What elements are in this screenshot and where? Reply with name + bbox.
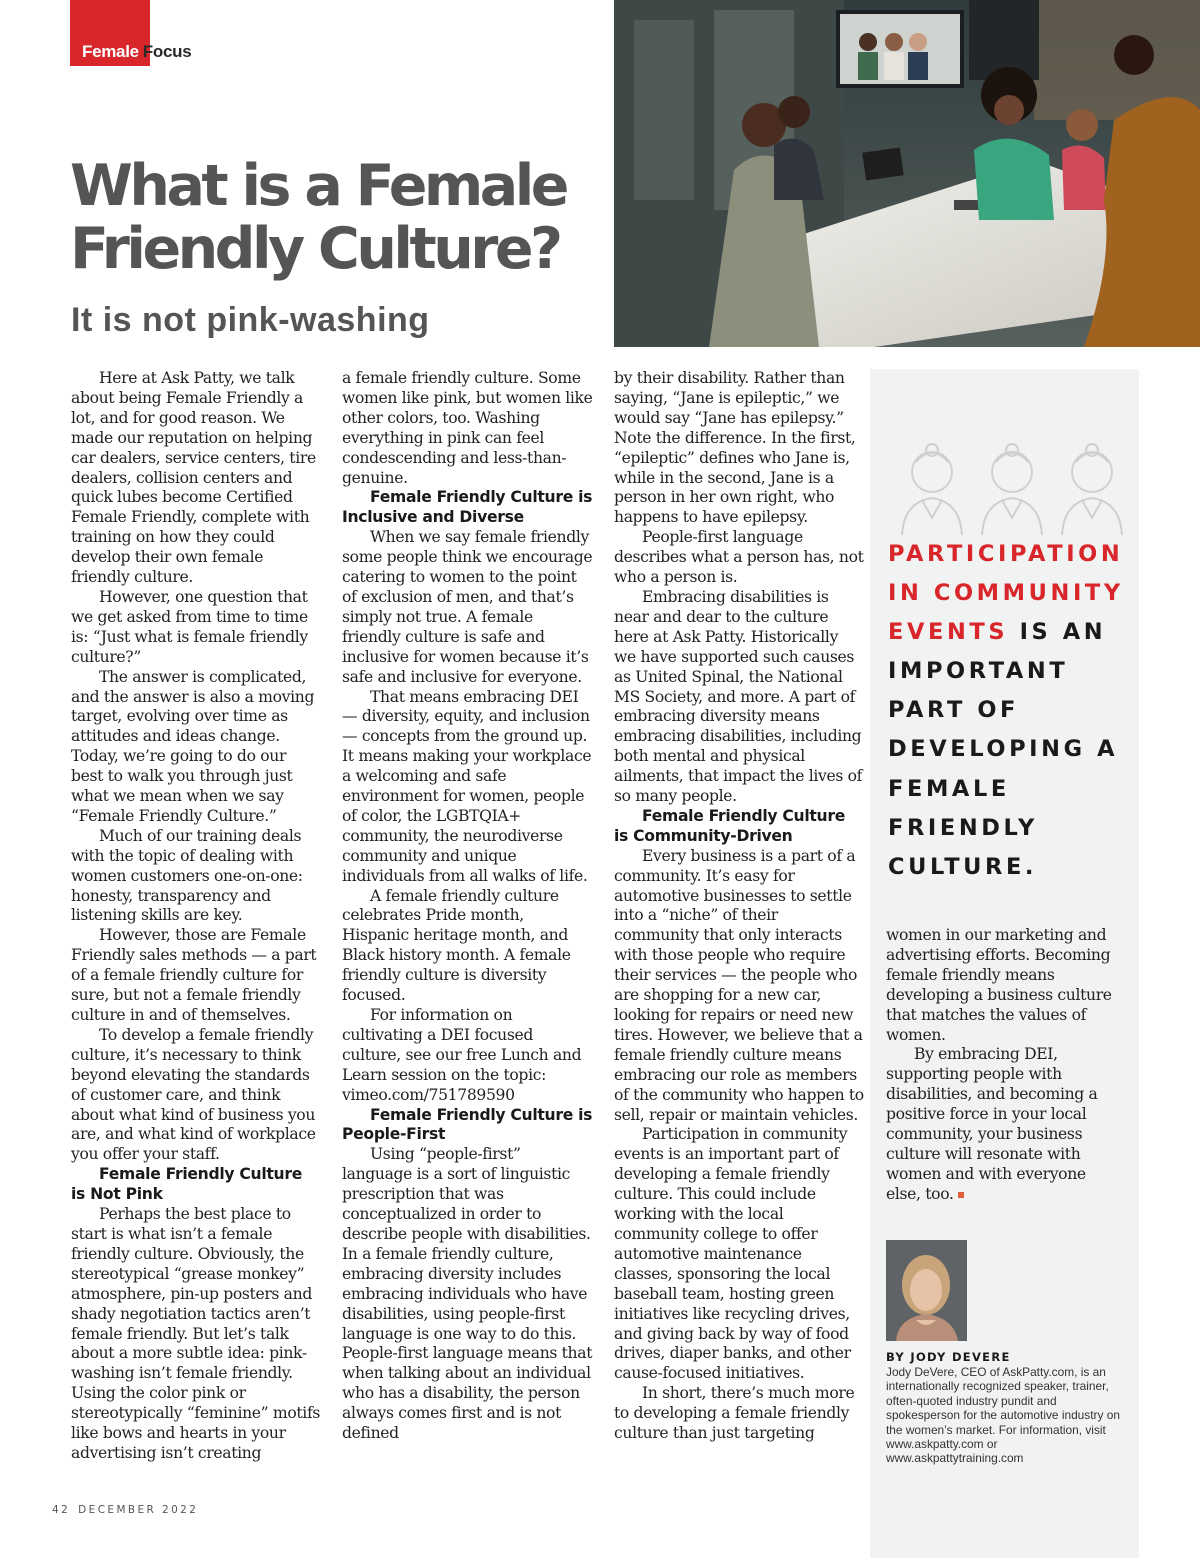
paragraph xyxy=(886,1045,1118,1204)
subheading-community-driven: Female Friendly Culture is Community-Driven xyxy=(614,806,845,845)
paragraph: Embracing disabilities is near and dear to the culture here at Ask Patty. Historically we have supported such causes as United Spinal, the National MS Society, and more. A part of embracing diversity means embracing disabilities, including both mental and physical ailments, that impact the lives of so many people. xyxy=(614,587,863,806)
paragraph: For information on cultivating a DEI focused culture, see our free Lunch and Learn session on the topic: vimeo.com/751789590 xyxy=(342,1006,582,1104)
paragraph: Every business is a part of a community. It’s easy for automotive businesses to settle into a “niche” of their community that only interacts with those people who require their services — the people who are shopping for a new car, looking for repairs or need new tires. However, we believe that a female friendly culture means embracing our role as members of the community who happen to sell, repair or maintain vehicles. xyxy=(614,846,864,1124)
paragraph: However, one question that we get asked from time to time is: “Just what is female friendly culture?” xyxy=(71,587,308,666)
paragraph: The answer is complicated, and the answer is also a moving target, evolving over time as attitudes and ideas change. Today, we’re going to do our best to walk you through just what we mean when we say “Female Friendly Culture.” xyxy=(71,667,315,825)
article-column-3 xyxy=(614,369,864,1444)
subheading-not-pink: Female Friendly Culture is Not Pink xyxy=(71,1165,302,1204)
pull-quote-highlight: PARTICIPATION IN COMMUNITY EVENTS xyxy=(888,541,1124,646)
article-subhead: It is not pink-washing xyxy=(71,301,430,339)
subheading-people-first: Female Friendly Culture is People-First xyxy=(342,1105,593,1144)
paragraph: by their disability. Rather than saying, “Jane is epileptic,” we would say “Jane has epilepsy.” Note the difference. In the first, “epileptic” defines who Jane is, while in the second, Jane is a person in her own right, who happens to have epilepsy. xyxy=(614,369,856,527)
page-number: 42 xyxy=(52,1504,71,1516)
paragraph: When we say female friendly some people think we encourage catering to women to the point of exclusion of men, and that’s simply not true. A female friendly culture is safe and inclusive for women because it’s safe and inclusive for everyone. xyxy=(342,528,593,686)
paragraph: Much of our training deals with the topic of dealing with women customers one-on-one: honesty, transparency and listening skills are key. xyxy=(71,826,303,925)
paragraph: In short, there’s much more to developing a female friendly culture than just targeting xyxy=(614,1384,855,1443)
page-folio xyxy=(52,1504,198,1516)
paragraph: Using “people-first” language is a sort of linguistic prescription that was conceptualized in order to describe people with disabilities. In a female friendly culture, embracing diversity includes embracing individuals who have disabilities, using people-first language is one way to do this. People-first language means that when talking about an individual who has a disability, the person always comes first and is not defined xyxy=(342,1145,593,1443)
section-label-part2: Focus xyxy=(142,42,192,61)
paragraph: Perhaps the best place to start is what isn’t a female friendly culture. Obviously, the stereotypical “grease monkey” atmosphere, pin-up posters and shady negotiation tactics aren’t female friendly. But let’s talk about a more subtle idea: pink-washing isn’t female friendly. Using the color pink or stereotypically “feminine” motifs like bows and hearts in your advertising isn’t creating xyxy=(71,1205,321,1462)
author-byline: BY JODY DEVERE xyxy=(886,1350,1011,1364)
pull-quote xyxy=(888,535,1138,887)
article-headline: What is a Female Friendly Culture? xyxy=(70,153,566,282)
pull-quote-text: IS AN IMPORTANT PART OF DEVELOPING A FEMALE FRIENDLY CULTURE. xyxy=(888,619,1119,880)
paragraph: To develop a female friendly culture, it’s necessary to think beyond elevating the standards of customer care, and think about what kind of business you are, and what kind of workplace you offer your staff. xyxy=(71,1025,316,1164)
paragraph: women in our marketing and advertising efforts. Becoming female friendly means developing a business culture that matches the values of women. xyxy=(886,926,1112,1044)
section-label-part1: Female xyxy=(82,42,139,61)
closing-paragraph-text: By embracing DEI, supporting people with disabilities, and becoming a positive force in your local community, your business culture will resonate with women and with everyone else, too. xyxy=(886,1045,1098,1203)
paragraph: That means embracing DEI — diversity, equity, and inclusion — concepts from the ground up. It means making your workplace a welcoming and safe environment for women, people of color, the LGBTQIA+ community, the neurodiverse community and unique individuals from all walks of life. xyxy=(342,687,592,885)
paragraph: However, those are Female Friendly sales methods — a part of a female friendly culture for sure, but not a female friendly culture in and of themselves. xyxy=(71,926,317,1024)
hero-photo-office-meeting xyxy=(614,0,1200,347)
paragraph: a female friendly culture. Some women like pink, but women like other colors, too. Washing everything in pink can feel condescending and less-than-genuine. xyxy=(342,369,593,487)
section-label xyxy=(82,42,191,62)
paragraph: Participation in community events is an important part of developing a female friendly culture. This could include working with the local community college to offer automotive maintenance classes, sponsoring the local baseball team, hosting green initiatives like recycling drives, and giving back by way of food drives, diaper banks, and other cause-focused initiatives. xyxy=(614,1125,851,1383)
paragraph: People-first language describes what a person has, not who a person is. xyxy=(614,528,864,587)
article-column-2 xyxy=(342,369,595,1444)
issue-date: DECEMBER 2022 xyxy=(78,1504,199,1516)
people-group-icon xyxy=(892,440,1132,540)
end-of-article-mark xyxy=(958,1192,964,1198)
paragraph: Here at Ask Patty, we talk about being Female Friendly a lot, and for good reason. We made our reputation on helping car dealers, service centers, tire dealers, collision centers and quick lubes become Certified Female Friendly, complete with training on how they could develop their own female friendly culture. xyxy=(71,369,316,587)
article-column-1 xyxy=(71,369,321,1464)
author-bio: Jody DeVere, CEO of AskPatty.com, is an internationally recognized speaker, trainer, often-quoted industry pundit and spokesperson for the automotive industry on the women’s market. For information, visit www.askpatty.com or www.askpattytraining.com xyxy=(886,1365,1120,1466)
author-headshot xyxy=(886,1240,967,1341)
paragraph: A female friendly culture celebrates Pride month, Hispanic heritage month, and Black history month. A female friendly culture is diversity focused. xyxy=(342,886,571,1005)
subheading-inclusive-diverse: Female Friendly Culture is Inclusive and Diverse xyxy=(342,488,593,527)
article-column-4 xyxy=(886,926,1118,1205)
